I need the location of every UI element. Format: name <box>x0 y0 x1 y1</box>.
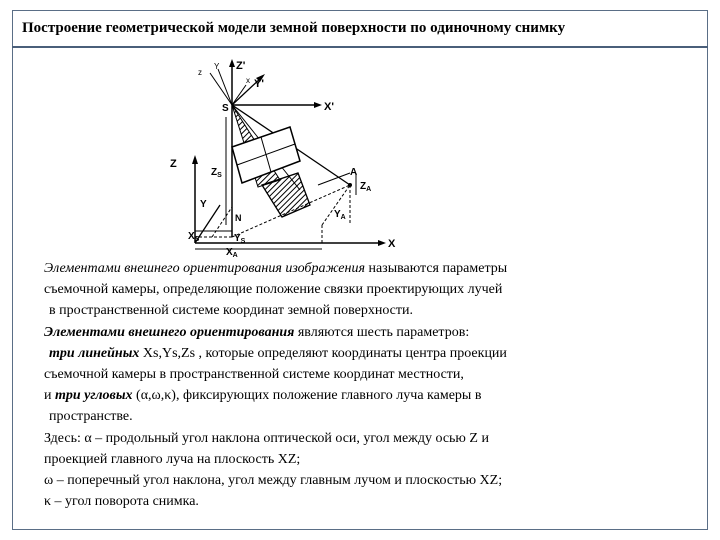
geometry-diagram <box>150 55 410 259</box>
page-title: Построение геометрической модели земной поверхности по одиночному снимку <box>22 19 566 36</box>
label-x-prime: X' <box>324 101 334 113</box>
label-x-s: $X_S$ <box>188 231 200 243</box>
paragraph-line-9: Здесь: α – продольный угол наклона оптической оси, угол между осью Z и <box>44 430 489 446</box>
label-x-axis: X <box>388 238 396 250</box>
point-a <box>348 183 352 187</box>
label-x-small: x <box>246 76 250 85</box>
paragraph-line-8: пространстве. <box>49 409 133 425</box>
label-y-s: Y <box>214 62 220 71</box>
paragraph-line-4: Элементами внешнего ориентирования являются шесть параметров: <box>44 324 470 340</box>
paragraph-line-7: и три угловых (α,ω,κ), фиксирующих положение главного луча камеры в <box>44 388 482 404</box>
paragraph-line-11: ω – поперечный угол наклона, угол между главным лучом и плоскостью XZ; <box>44 473 503 489</box>
label-x-a: $X_A$ <box>226 247 238 259</box>
label-y-prime: Y' <box>254 78 264 90</box>
label-a: A <box>350 167 358 178</box>
label-z-prime: Z' <box>236 60 246 72</box>
paragraph-line-6: съемочной камеры в пространственной системе координат местности, <box>44 367 464 383</box>
label-z-s: $Z_S$ <box>211 167 222 179</box>
label-z-axis: Z <box>170 158 177 170</box>
paragraph-line-3: в пространственной системе координат земной поверхности. <box>49 303 414 319</box>
paragraph-line-2: съемочной камеры, определяющие положение связки проектирующих лучей <box>44 282 503 298</box>
label-z-small: z <box>198 68 202 77</box>
label-y-s2: $Y_S$ <box>234 233 246 245</box>
label-z-a: $Z_A$ <box>360 181 372 193</box>
body-text <box>44 258 684 512</box>
paragraph-line-12: κ – угол поворота снимка. <box>44 494 199 510</box>
paragraph-line-5: три линейных Xs,Ys,Zs , которые определяют координаты центра проекции <box>49 345 507 361</box>
label-y-axis: Y <box>200 199 207 210</box>
paragraph-line-10: проекцией главного луча на плоскость XZ; <box>44 451 301 467</box>
label-y-a: $Y_A$ <box>334 209 346 221</box>
title-bar <box>12 10 708 48</box>
label-s: S <box>222 103 229 114</box>
paragraph-line-1: Элементами внешнего ориентирования изображения называются параметры <box>44 261 508 276</box>
label-n: N <box>235 213 242 223</box>
